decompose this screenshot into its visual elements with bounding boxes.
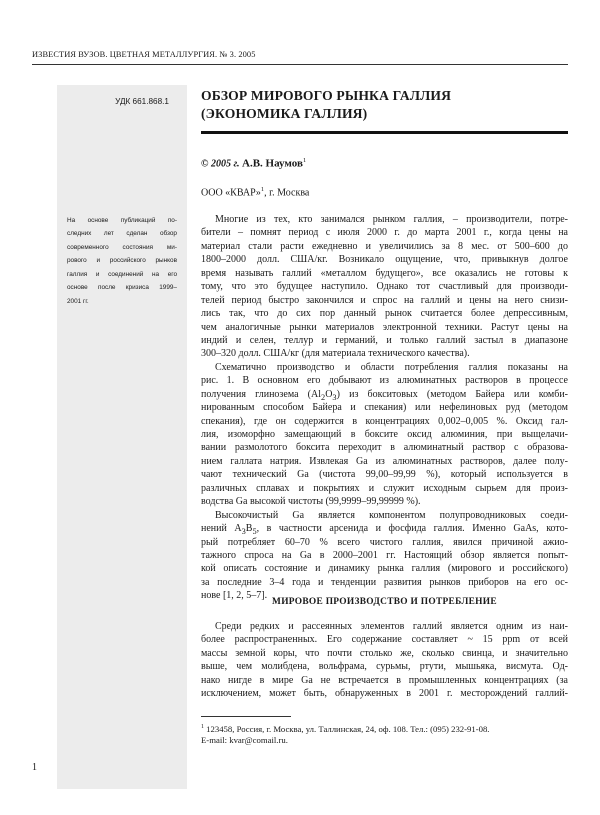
text-line: лия, изоморфно замещающий в боксите оксид алюминия, при выщелачи-: [201, 429, 568, 440]
text-line: различных сплавах и покрытиях и служит исходным сырьем для произ-: [201, 482, 568, 494]
text-line: вании размолотого боксита переходит в алюминатный раствор с образова-: [201, 442, 568, 454]
text-line: тажного спроса на Ga в 2000–2001 гг. Настоящий обзор является попыт-: [201, 549, 568, 561]
text-fragment: O: [325, 388, 333, 400]
journal-header: ИЗВЕСТИЯ ВУЗОВ. ЦВЕТНАЯ МЕТАЛЛУРГИЯ. № 3. 2005: [32, 50, 256, 59]
paragraph-1: [201, 213, 568, 603]
abstract-line: современного состояния ми-: [67, 243, 177, 251]
footnote-email: E-mail: kvar@comail.ru.: [201, 735, 288, 746]
text-line: [201, 522, 568, 535]
subscript: 3: [241, 527, 246, 537]
footnote-text: 123458, Россия, г. Москва, ул. Таллинская, 24, оф. 108. Тел.: (095) 232-91-08.: [204, 723, 490, 734]
footnote-rule: [201, 716, 291, 717]
affiliation-footnote-mark: 1: [260, 186, 265, 193]
article-title-line-2: (ЭКОНОМИКА ГАЛЛИЯ): [201, 106, 368, 121]
text-line: Схематично производство и области потребления галлия показаны на: [215, 361, 568, 373]
subscript: 3: [332, 392, 337, 402]
text-line: нированным способом Байера и спекания) или нефелиновых руд (методом: [201, 402, 568, 414]
subscript: 5: [252, 527, 257, 537]
text-fragment: получения глинозема (Al: [201, 388, 322, 400]
text-line: массы земной коры, что почти столько же, сколько свинца, и значительно: [201, 647, 568, 659]
affiliation: [201, 186, 309, 198]
footnote-mark: 1: [201, 724, 204, 730]
udc-code: УДК 661.868.1: [115, 97, 169, 106]
copyright-year: © 2005 г.: [201, 158, 240, 170]
abstract-line: 2001 гг.: [67, 297, 89, 305]
text-fragment: B: [245, 523, 253, 535]
text-line: [201, 388, 568, 401]
text-line: лись так, что до сих пор данный рынок считается более депрессивным,: [201, 308, 568, 320]
text-line: исключением, может быть, обнаруженных в 2001 г. месторождений галлий-: [201, 688, 568, 700]
text-line: за последние 3–4 года и тенденции развития рынков приборов на его ос-: [201, 576, 568, 588]
text-line: кой описать состояние и динамику рынка галлия (мирового и российского): [201, 563, 568, 575]
text-fragment: , в частности арсенида и фосфида галлия. Именно GaAs, кото-: [256, 523, 568, 535]
paragraph-4: [201, 620, 568, 701]
text-line: бители – помнят период с июля 2000 г. до марта 2001 г., когда цены на: [201, 227, 568, 239]
text-line: выше, чем молибдена, вольфрама, сурьмы, ртути, мышьяка, висмута. Од-: [201, 661, 568, 673]
text-line: Среди редких и рассеянных элементов галлий является одним из наи-: [215, 621, 568, 632]
text-line: материал стали расти ежедневно и увеличились за 8 мес. от 500–600 до: [201, 240, 568, 252]
text-line: нове [1, 2, 5–7].: [201, 590, 268, 602]
header-rule: [32, 64, 568, 65]
abstract-line: рового и российского рынков: [67, 257, 177, 265]
footnote-address: [201, 722, 568, 735]
subscript: 2: [321, 392, 326, 402]
article-title-line-1: ОБЗОР МИРОВОГО РЫНКА ГАЛЛИЯ: [201, 88, 452, 103]
abstract: [67, 217, 177, 311]
text-line: водства Ga высокой чистоты (99,9999–99,99999 %).: [201, 496, 421, 508]
text-line: рый потребляет 60–70 % всего чистого галлия, явился причиной ажио-: [201, 536, 568, 548]
text-line: нако нигде в мире Ga не встречается в промышленных концентрациях (за: [201, 674, 568, 686]
text-line: время называть галлий «металлом будущего», все оказались не готовы к: [201, 267, 568, 279]
abstract-line: На основе публикаций по-: [67, 217, 177, 224]
footnote: [201, 722, 568, 747]
text-line: спекания), где он содержится в концентрациях 0,002–0,005 %. Оксид гал-: [201, 415, 568, 427]
text-fragment: нений A: [201, 523, 242, 535]
section-heading: МИРОВОЕ ПРОИЗВОДСТВО И ПОТРЕБЛЕНИЕ: [272, 597, 497, 607]
abstract-line: основе после кризиса 1999–: [67, 284, 177, 292]
author-name: А.В. Наумов: [242, 157, 303, 170]
affiliation-city: , г. Москва: [264, 187, 310, 199]
page-number: 1: [32, 762, 37, 773]
sidebar-panel: [57, 85, 187, 789]
text-line: телей период быстро закончился и спрос на галлий и цены на него снизи-: [201, 294, 568, 306]
abstract-line: галлия и соединений на его: [67, 270, 177, 278]
text-line: более распространенных. Его содержание составляет ~ 15 ppm от всей: [201, 634, 568, 646]
text-fragment: ) из бокситовых (методом Байера или комби-: [336, 388, 568, 400]
byline: [201, 157, 306, 169]
text-line: рис. 1. В основном его добывают из алюминатных растворов в процессе: [201, 375, 568, 387]
author-footnote-mark: 1: [302, 157, 307, 164]
affiliation-name: ООО «КВАР»: [201, 187, 261, 199]
text-line: Высокочистый Ga является компонентом полупроводниковых соеди-: [215, 509, 568, 521]
text-line: 300–320 долл. США/кг (для материала технического качества).: [201, 348, 470, 360]
text-line: Многие из тех, кто занимался рынком галлия, – производители, потре-: [215, 214, 568, 225]
text-line: чем аналогичные рынки материалов электронной техники. Растут цены на: [201, 321, 568, 333]
title-rule: [201, 131, 568, 134]
text-line: нием галлата натрия. Извлекая Ga из алюминатных растворов, далее полу-: [201, 455, 568, 467]
text-line: чают технический Ga (чистота 99,00–99,99 %), который используется в: [201, 469, 568, 481]
text-line: 1800–2000 долл. США/кг. Возникало ощущение, что, привыкнув долгое: [201, 254, 568, 266]
abstract-line: следних лет сделан обзор: [67, 230, 177, 238]
text-line: индий и селен, теллур и германий, и только галлий застыл в диапазоне: [201, 334, 568, 346]
text-line: тому, что это будущее наступило. Однако тот счастливый для производи-: [201, 281, 568, 293]
